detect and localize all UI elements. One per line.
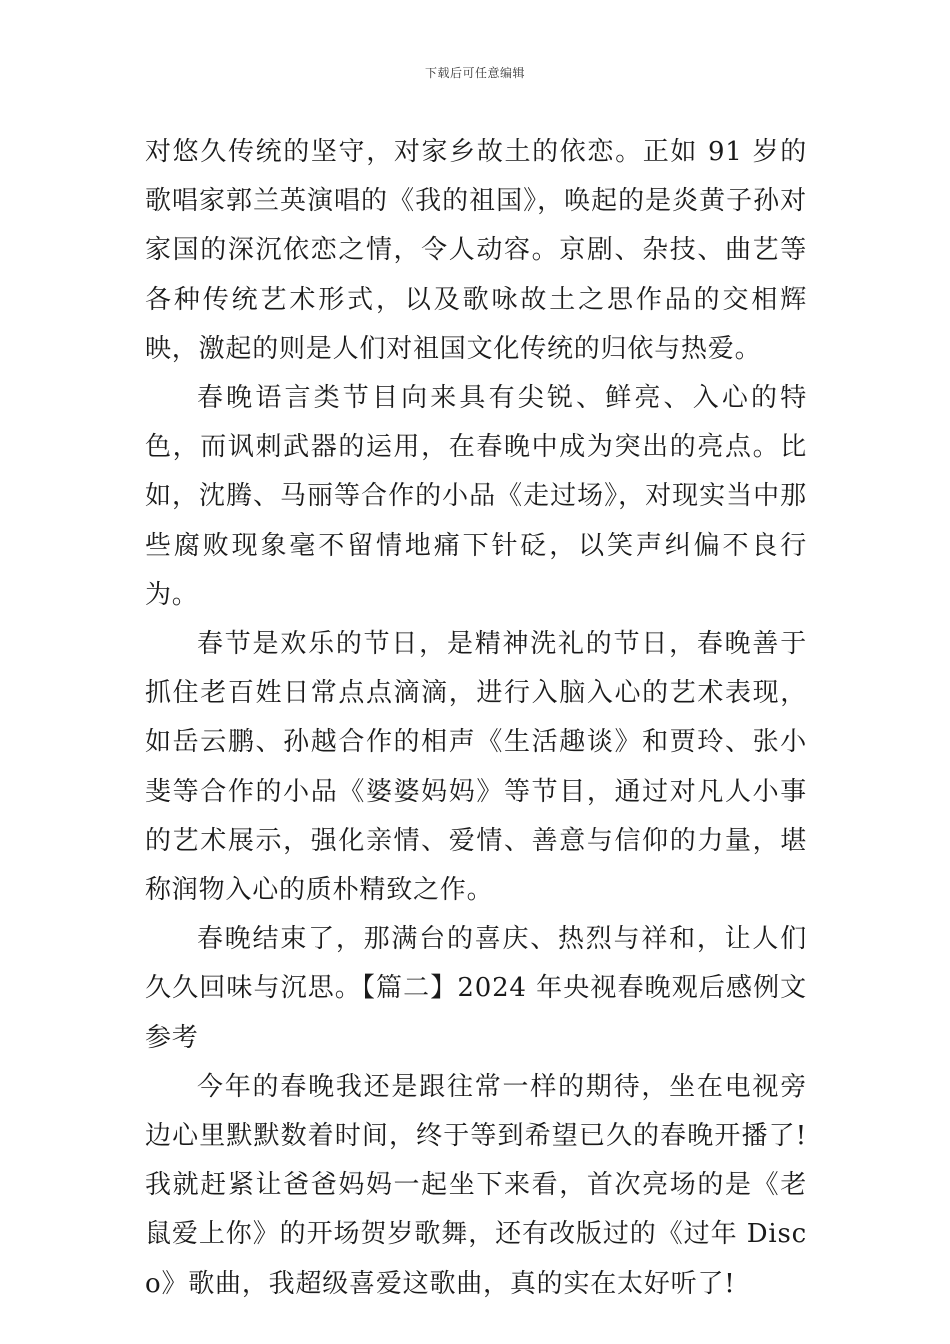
header-note: 下载后可任意编辑 [424,66,525,80]
paragraph-4: 春晚结束了，那满台的喜庆、热烈与祥和，让人们久久回味与沉思。【篇二】2024 年央视春晚观后感例文参考 [145,924,807,1053]
paragraph-3: 春节是欢乐的节日，是精神洗礼的节日，春晚善于抓住老百姓日常点点滴滴，进行入脑入心的艺术表现，如岳云鹏、孙越合作的相声《生活趣谈》和贾玲、张小斐等合作的小品《婆婆妈妈》等节目，通过对凡人小事的艺术展示，强化亲情、爱情、善意与信仰的力量，堪称润物入心的质朴精致之作。 [145,629,807,906]
document-body [145,128,807,1309]
paragraph-1: 对悠久传统的坚守，对家乡故土的依恋。正如 91 岁的歌唱家郭兰英演唱的《我的祖国》，唤起的是炎黄子孙对家国的深沉依恋之情，令人动容。京剧、杂技、曲艺等各种传统艺术形式，以及歌咏故土之思作品的交相辉映，激起的则是人们对祖国文化传统的归依与热爱。 [145,137,807,364]
paragraph-2: 春晚语言类节目向来具有尖锐、鲜亮、入心的特色，而讽刺武器的运用，在春晚中成为突出的亮点。比如，沈腾、马丽等合作的小品《走过场》，对现实当中那些腐败现象毫不留情地痛下针砭，以笑声纠偏不良行为。 [145,383,807,610]
paragraph-5: 今年的春晚我还是跟往常一样的期待，坐在电视旁边心里默默数着时间，终于等到希望已久的春晚开播了!我就赶紧让爸爸妈妈一起坐下来看，首次亮场的是《老鼠爱上你》的开场贺岁歌舞，还有改版过的《过年 Disco》歌曲，我超级喜爱这歌曲，真的实在太好听了! [145,1071,807,1299]
